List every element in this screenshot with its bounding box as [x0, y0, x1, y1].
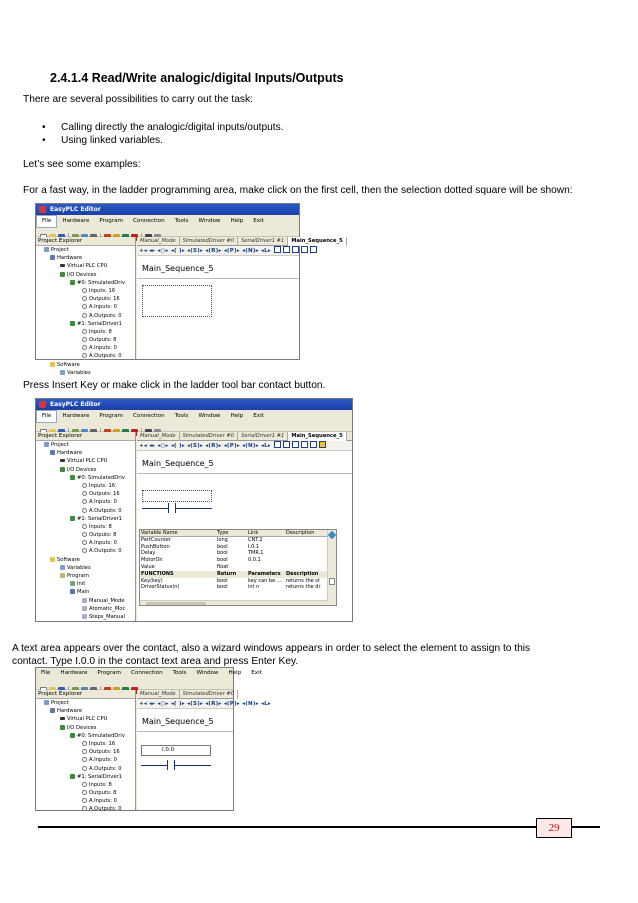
- pin-icon: [82, 532, 87, 537]
- ladder-wire: [175, 508, 212, 509]
- wizard-row[interactable]: Delay bool TMR.1: [141, 550, 264, 557]
- pin-icon: [82, 313, 87, 318]
- pin-icon: [82, 491, 87, 496]
- tree-variables[interactable]: Variables: [36, 564, 135, 572]
- edit-icon[interactable]: [329, 578, 335, 585]
- menu-connection[interactable]: Connection: [133, 218, 165, 224]
- pin-icon: [82, 741, 87, 746]
- ladder-tool-icon[interactable]: [283, 246, 290, 253]
- pin-icon: [82, 499, 87, 504]
- page-icon: [82, 614, 87, 619]
- menu-bar: [36, 215, 299, 226]
- tab-manual-mode[interactable]: Manual_Mode: [137, 237, 180, 246]
- tree-dev0-outputs[interactable]: Outputs: 16: [36, 295, 135, 303]
- wizard-row[interactable]: PushButton bool I.0.1: [141, 543, 260, 550]
- menu-help[interactable]: Help: [230, 413, 244, 419]
- lamp-icon[interactable]: [319, 441, 326, 448]
- tree-dev1-aoutputs[interactable]: A.Outputs: 0: [36, 805, 135, 813]
- project-explorer: [36, 432, 136, 621]
- pin-icon: [82, 524, 87, 529]
- ladder-tool-icon[interactable]: [274, 441, 281, 448]
- pin-icon: [82, 757, 87, 762]
- device-icon: [70, 733, 75, 738]
- sequence-title: Main_Sequence_5: [137, 256, 299, 278]
- tree-device-0[interactable]: #0: SimulatedDriv: [36, 474, 135, 482]
- main-toolbar: [36, 421, 352, 432]
- tree-hardware[interactable]: Hardware: [36, 707, 135, 715]
- variables-icon: [60, 565, 65, 570]
- ladder-toolbar: [137, 246, 299, 256]
- tree-dev0-aoutputs[interactable]: A.Outputs: 0: [36, 312, 135, 320]
- tree-dev1-inputs[interactable]: Inputs: 8: [36, 328, 135, 336]
- pin-icon: [82, 483, 87, 488]
- pin-icon: [82, 288, 87, 293]
- ladder-tools[interactable]: +◂ ◂▸ ◂○▸ ◂( )▸ ◂(S)▸ ◂(R)▸ ◂(P)▸ ◂(N)▸ ◂L▸: [139, 701, 271, 707]
- tree-main[interactable]: Main: [36, 588, 135, 596]
- editor-tabs: [137, 237, 343, 246]
- ladder-toolbar: [137, 441, 352, 451]
- menu-program[interactable]: Program: [99, 413, 123, 419]
- ladder-editor: [137, 690, 271, 810]
- tab-simulated-driver[interactable]: SimulatedDriver #0: [180, 432, 238, 441]
- wizard-row[interactable]: PartCounter long CNT.2: [141, 536, 263, 543]
- tree-dev0-inputs[interactable]: Inputs: 16: [36, 287, 135, 295]
- menu-exit[interactable]: Exit: [253, 413, 264, 419]
- divider: [137, 473, 352, 474]
- menu-window[interactable]: Window: [196, 670, 219, 676]
- tree-cpu[interactable]: Virtual PLC CPU: [36, 457, 135, 465]
- scrollbar-thumb[interactable]: [146, 602, 206, 605]
- device-icon: [70, 321, 75, 326]
- menu-program[interactable]: Program: [97, 670, 121, 676]
- tree-dev0-aoutputs[interactable]: A.Outputs: 0: [36, 507, 135, 515]
- tree-device-0[interactable]: #0: SimulatedDriv: [36, 279, 135, 287]
- project-icon: [44, 700, 49, 705]
- wizard-function-row[interactable]: Key(key) bool key can be ... returns the st: [141, 577, 320, 584]
- tree-io-devices[interactable]: I/O Devices: [36, 466, 135, 474]
- bullet-item-2: • Using linked variables.: [42, 135, 163, 146]
- tree-dev1-aoutputs[interactable]: A.Outputs: 0: [36, 352, 135, 360]
- pin-icon: [82, 782, 87, 787]
- tree-dev1-inputs[interactable]: Inputs: 8: [36, 523, 135, 531]
- step3-text-line2: contact. Type I.0.0 in the contact text area and press Enter Key.: [12, 656, 299, 667]
- pin-icon: [82, 806, 87, 811]
- ladder-tool-icon[interactable]: [301, 441, 308, 448]
- menu-hardware[interactable]: Hardware: [62, 218, 90, 224]
- project-icon: [44, 247, 49, 252]
- menu-hardware[interactable]: Hardware: [62, 413, 90, 419]
- folder-icon: [50, 362, 55, 367]
- menu-tools[interactable]: Tools: [174, 218, 189, 224]
- wizard-functions-header: FUNCTIONS Return Parameters Description: [140, 571, 336, 578]
- step2-text: Press Insert Key or make click in the ladder tool bar contact button.: [23, 380, 326, 391]
- explorer-title: Project Explorer: [36, 690, 135, 699]
- ladder-toolbar: [137, 699, 271, 709]
- contact-text-input[interactable]: I.0.0: [141, 745, 211, 756]
- pin-icon: [82, 329, 87, 334]
- tree-device-1[interactable]: #1: SerialDriver1: [36, 320, 135, 328]
- step3-text-line1: A text area appears over the contact, also a wizard windows appears in order to select the element to assign to this: [12, 643, 531, 654]
- cpu-icon: [60, 459, 65, 462]
- variable-wizard[interactable]: [139, 529, 337, 606]
- tree-dev1-ainputs[interactable]: A.Inputs: 0: [36, 797, 135, 805]
- page-icon: [82, 606, 87, 611]
- tree-hardware[interactable]: Hardware: [36, 449, 135, 457]
- page-number: 29: [536, 818, 572, 838]
- ladder-cell-selected[interactable]: [142, 285, 212, 317]
- menu-program[interactable]: Program: [99, 218, 123, 224]
- ladder-tools[interactable]: +◂ ◂▸ ◂○▸ ◂( )▸ ◂(S)▸ ◂(R)▸ ◂(P)▸ ◂(N)▸ ◂L▸: [139, 248, 271, 254]
- menu-bar: [36, 668, 262, 679]
- device-icon: [70, 280, 75, 285]
- footer-rule-right: [572, 826, 600, 828]
- tree-dev1-aoutputs[interactable]: A.Outputs: 0: [36, 547, 135, 555]
- wizard-function-row[interactable]: DriverStatus(n) bool int n returns the dr: [141, 584, 321, 591]
- tab-manual-mode[interactable]: Manual_Mode: [137, 432, 180, 441]
- intro-text: There are several possibilities to carry out the task:: [23, 94, 253, 105]
- menu-tools[interactable]: Tools: [174, 413, 189, 419]
- editor-tabs: [137, 690, 233, 699]
- tab-main-sequence[interactable]: Main_Sequence_5: [288, 237, 346, 246]
- ladder-tool-icon[interactable]: [310, 441, 317, 448]
- tab-serial-driver[interactable]: SerialDriver1 #1: [238, 432, 288, 441]
- ladder-tool-icon[interactable]: [283, 441, 290, 448]
- section-heading: 2.4.1.4 Read/Write analogic/digital Inputs/Outputs: [50, 71, 344, 85]
- tree-init[interactable]: Init: [36, 580, 135, 588]
- app-icon: [39, 206, 46, 213]
- screenshot-1: [35, 203, 343, 376]
- tree-software[interactable]: Software: [36, 556, 135, 564]
- tree-program[interactable]: Program: [36, 572, 135, 580]
- editor-tabs: [137, 432, 352, 441]
- main-toolbar: [36, 226, 299, 237]
- menu-file[interactable]: File: [41, 670, 51, 676]
- cpu-icon: [60, 717, 65, 720]
- page-icon: [82, 598, 87, 603]
- contact-left-bar: [167, 760, 168, 770]
- wizard-row[interactable]: Value float: [141, 563, 229, 570]
- menu-file[interactable]: File: [36, 215, 57, 228]
- hardware-icon: [50, 255, 55, 260]
- ladder-tool-icon[interactable]: [310, 246, 317, 253]
- ladder-tools[interactable]: +◂ ◂▸ ◂○▸ ◂( )▸ ◂(S)▸ ◂(R)▸ ◂(P)▸ ◂(N)▸ ◂L▸: [139, 443, 271, 449]
- program-icon: [60, 573, 65, 578]
- screenshot-3: [35, 667, 271, 813]
- tree-variables[interactable]: Variables: [36, 369, 135, 377]
- cpu-icon: [60, 264, 65, 267]
- menu-window[interactable]: Window: [198, 218, 221, 224]
- tree-dev0-outputs[interactable]: Outputs: 16: [36, 490, 135, 498]
- tree-cpu[interactable]: Virtual PLC CPU: [36, 715, 135, 723]
- pin-icon: [82, 304, 87, 309]
- divider: [137, 731, 233, 732]
- tree-device-1[interactable]: #1: SerialDriver1: [36, 773, 135, 781]
- ladder-tool-icon[interactable]: [301, 246, 308, 253]
- tree-device-0[interactable]: #0: SimulatedDriv: [36, 732, 135, 740]
- device-icon: [70, 475, 75, 480]
- sequence-title: Main_Sequence_5: [137, 451, 352, 473]
- tab-simulated-driver[interactable]: SimulatedDriver #0: [180, 237, 238, 246]
- divider: [137, 278, 299, 279]
- folder-icon: [50, 557, 55, 562]
- io-icon: [60, 272, 65, 277]
- project-explorer: [36, 237, 136, 376]
- hardware-icon: [50, 708, 55, 713]
- tree-cpu[interactable]: Virtual PLC CPU: [36, 262, 135, 270]
- ladder-wire: [142, 508, 168, 509]
- main-toolbar: [36, 679, 233, 690]
- wizard-header: Variable Name Type Link Description: [140, 530, 336, 537]
- wizard-horizontal-scrollbar[interactable]: [140, 600, 328, 605]
- ladder-editor: [137, 237, 343, 359]
- tree-steps-manual[interactable]: Steps_Manual: [36, 613, 135, 621]
- pin-icon: [82, 766, 87, 771]
- main-icon: [70, 589, 75, 594]
- menu-connection[interactable]: Connection: [131, 670, 163, 676]
- wizard-row[interactable]: MotorOn bool 0.0.1: [141, 557, 261, 564]
- pin-icon: [82, 508, 87, 513]
- tab-serial-driver[interactable]: SerialDriver1 #1: [238, 237, 288, 246]
- pin-icon: [82, 548, 87, 553]
- device-icon: [70, 516, 75, 521]
- io-icon: [60, 725, 65, 730]
- tree-dev1-ainputs[interactable]: A.Inputs: 0: [36, 539, 135, 547]
- ladder-tool-icon[interactable]: [274, 246, 281, 253]
- menu-tools[interactable]: Tools: [172, 670, 187, 676]
- explorer-title: Project Explorer: [36, 237, 135, 246]
- tree-manual-mode[interactable]: Manual_Mode: [36, 597, 135, 605]
- tab-manual-mode[interactable]: Manual_Mode: [137, 690, 180, 699]
- hardware-icon: [50, 450, 55, 455]
- init-icon: [70, 581, 75, 586]
- bullet-item-1: • Calling directly the analogic/digital inputs/outputs.: [42, 122, 284, 133]
- tab-main-sequence[interactable]: Main_Sequence_5: [288, 432, 346, 441]
- tree-dev0-ainputs[interactable]: A.Inputs: 0: [36, 303, 135, 311]
- step1-text: For a fast way, in the ladder programming area, make click on the first cell, then the selection dotted square will be shown:: [23, 185, 573, 196]
- pin-icon: [82, 790, 87, 795]
- ladder-wire: [174, 765, 211, 766]
- tree-project[interactable]: Project: [36, 699, 135, 707]
- pin-icon: [82, 345, 87, 350]
- device-icon: [70, 774, 75, 779]
- app-icon: [39, 401, 46, 408]
- pin-icon: [82, 798, 87, 803]
- tree-dev0-inputs[interactable]: Inputs: 16: [36, 740, 135, 748]
- pin-icon: [82, 540, 87, 545]
- contact-left-bar: [168, 503, 169, 513]
- tab-simulated-driver[interactable]: SimulatedDriver #0: [180, 690, 238, 699]
- ladder-tool-icon[interactable]: [292, 441, 299, 448]
- contact-text-area[interactable]: [142, 490, 212, 502]
- project-icon: [44, 442, 49, 447]
- tree-dev0-outputs[interactable]: Outputs: 16: [36, 748, 135, 756]
- ladder-wire: [141, 765, 167, 766]
- tree-project[interactable]: Project: [36, 441, 135, 449]
- variables-icon: [60, 370, 65, 375]
- tree-dev1-ainputs[interactable]: A.Inputs: 0: [36, 344, 135, 352]
- tree-dev1-outputs[interactable]: Outputs: 8: [36, 531, 135, 539]
- tree-automatic-mode[interactable]: Atomatic_Moc: [36, 605, 135, 613]
- tree-project[interactable]: Project: [36, 246, 135, 254]
- explorer-title: Project Explorer: [36, 432, 135, 441]
- pin-icon: [82, 749, 87, 754]
- window-titlebar: EasyPLC Editor: [36, 399, 352, 410]
- tree-dev1-outputs[interactable]: Outputs: 8: [36, 789, 135, 797]
- footer-rule-left: [38, 826, 536, 828]
- pin-icon: [82, 353, 87, 358]
- menu-exit[interactable]: Exit: [253, 218, 264, 224]
- io-icon: [60, 467, 65, 472]
- examples-text: Let’s see some examples:: [23, 159, 141, 170]
- tree-device-1[interactable]: #1: SerialDriver1: [36, 515, 135, 523]
- bullet-dot: •: [42, 122, 46, 133]
- tree-dev0-aoutputs[interactable]: A.Outputs: 0: [36, 765, 135, 773]
- tree-dev0-ainputs[interactable]: A.Inputs: 0: [36, 498, 135, 506]
- tree-dev1-inputs[interactable]: Inputs: 8: [36, 781, 135, 789]
- bullet-dot: •: [42, 135, 46, 146]
- menu-window[interactable]: Window: [198, 413, 221, 419]
- menu-file[interactable]: File: [36, 410, 57, 423]
- menu-bar: [36, 410, 352, 421]
- menu-exit[interactable]: Exit: [251, 670, 262, 676]
- tree-dev0-ainputs[interactable]: A.Inputs: 0: [36, 756, 135, 764]
- window-titlebar: EasyPLC Editor: [36, 204, 299, 215]
- project-explorer: [36, 690, 136, 813]
- pin-icon: [82, 337, 87, 342]
- tree-io-devices[interactable]: I/O Devices: [36, 271, 135, 279]
- wizard-side-panel: [327, 530, 336, 605]
- menu-help[interactable]: Help: [228, 670, 242, 676]
- menu-help[interactable]: Help: [230, 218, 244, 224]
- screenshot-2: [35, 398, 353, 622]
- pin-icon: [82, 296, 87, 301]
- sequence-title: Main_Sequence_5: [137, 709, 233, 731]
- diamond-icon[interactable]: [328, 531, 336, 539]
- tree-io-devices[interactable]: I/O Devices: [36, 724, 135, 732]
- tree-hardware[interactable]: Hardware: [36, 254, 135, 262]
- tree-dev1-outputs[interactable]: Outputs: 8: [36, 336, 135, 344]
- menu-hardware[interactable]: Hardware: [60, 670, 88, 676]
- ladder-tool-icon[interactable]: [292, 246, 299, 253]
- tree-dev0-inputs[interactable]: Inputs: 16: [36, 482, 135, 490]
- menu-connection[interactable]: Connection: [133, 413, 165, 419]
- tree-software[interactable]: Software: [36, 361, 135, 369]
